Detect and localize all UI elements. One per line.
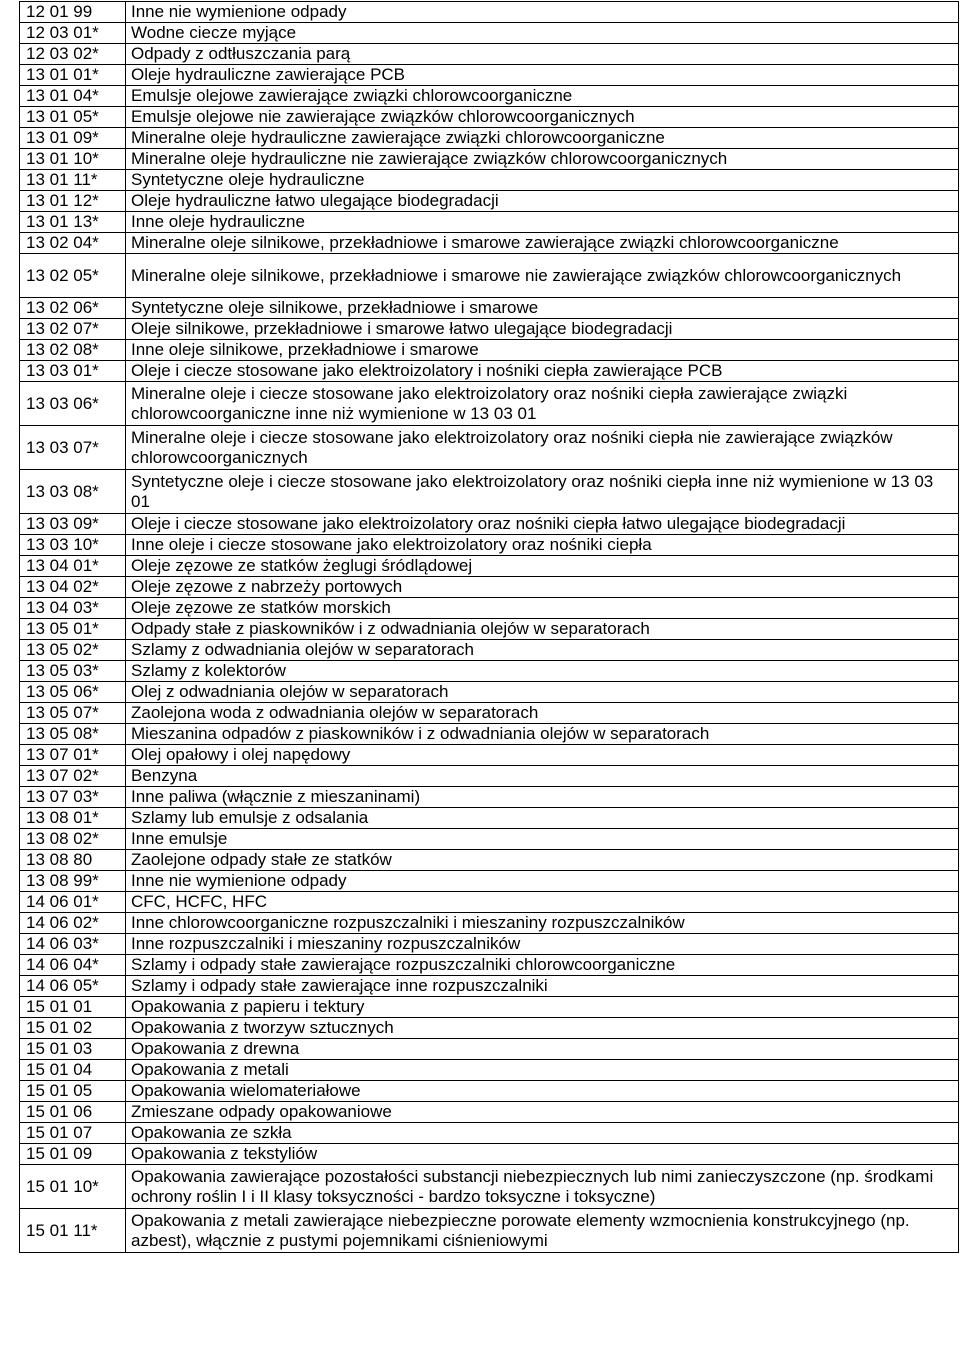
waste-code-cell: 13 08 80 [20, 850, 126, 871]
table-row [20, 997, 959, 1018]
waste-description-cell: Szlamy z kolektorów [126, 661, 959, 682]
waste-description-cell: Odpady stałe z piaskowników i z odwadniania olejów w separatorach [126, 619, 959, 640]
table-row [20, 619, 959, 640]
waste-code-cell: 13 05 07* [20, 703, 126, 724]
waste-code-cell: 13 01 13* [20, 212, 126, 233]
waste-description-cell: Oleje zęzowe ze statków żeglugi śródlądowej [126, 556, 959, 577]
waste-description-cell: Olej opałowy i olej napędowy [126, 745, 959, 766]
waste-code-cell: 13 08 99* [20, 871, 126, 892]
table-row [20, 808, 959, 829]
table-row [20, 65, 959, 86]
waste-description-cell: Opakowania z tworzyw sztucznych [126, 1018, 959, 1039]
table-row [20, 2, 959, 23]
table-row [20, 191, 959, 212]
waste-code-cell: 13 01 12* [20, 191, 126, 212]
waste-description-cell: Inne emulsje [126, 829, 959, 850]
waste-code-cell: 13 05 01* [20, 619, 126, 640]
waste-code-cell: 13 03 09* [20, 514, 126, 535]
waste-code-cell: 13 07 01* [20, 745, 126, 766]
table-row [20, 955, 959, 976]
waste-description-cell: Szlamy z odwadniania olejów w separatorach [126, 640, 959, 661]
table-row [20, 1165, 959, 1209]
waste-description-cell: Oleje i ciecze stosowane jako elektroizolatory oraz nośniki ciepła łatwo ulegające biodegradacji [126, 514, 959, 535]
waste-description-cell: Benzyna [126, 766, 959, 787]
table-row [20, 1102, 959, 1123]
table-row [20, 170, 959, 191]
waste-description-cell: Syntetyczne oleje hydrauliczne [126, 170, 959, 191]
waste-code-cell: 13 08 02* [20, 829, 126, 850]
table-row [20, 382, 959, 426]
table-row [20, 871, 959, 892]
waste-description-cell: Inne oleje silnikowe, przekładniowe i smarowe [126, 340, 959, 361]
table-row [20, 913, 959, 934]
waste-description-cell: Szlamy i odpady stałe zawierające rozpuszczalniki chlorowcoorganiczne [126, 955, 959, 976]
waste-code-cell: 13 05 03* [20, 661, 126, 682]
table-row [20, 1018, 959, 1039]
waste-description-cell: Opakowania zawierające pozostałości substancji niebezpiecznych lub nimi zanieczyszczone (np. środkami ochrony roślin I i II klasy toksyczności - bardzo toksyczne i toksyczne) [126, 1165, 959, 1209]
waste-code-cell: 13 08 01* [20, 808, 126, 829]
waste-code-cell: 12 03 01* [20, 23, 126, 44]
table-row [20, 787, 959, 808]
waste-description-cell: Mineralne oleje silnikowe, przekładniowe i smarowe nie zawierające związków chlorowcoorganicznych [126, 254, 959, 298]
table-row [20, 661, 959, 682]
waste-description-cell: Opakowania z drewna [126, 1039, 959, 1060]
waste-code-cell: 13 04 03* [20, 598, 126, 619]
waste-code-cell: 13 02 05* [20, 254, 126, 298]
waste-code-cell: 12 03 02* [20, 44, 126, 65]
table-row [20, 745, 959, 766]
waste-description-cell: Mineralne oleje i ciecze stosowane jako elektroizolatory oraz nośniki ciepła nie zawierające związków chlorowcoorganicznych [126, 426, 959, 470]
waste-description-cell: Inne rozpuszczalniki i mieszaniny rozpuszczalników [126, 934, 959, 955]
table-row [20, 340, 959, 361]
table-row [20, 724, 959, 745]
waste-code-cell: 15 01 07 [20, 1123, 126, 1144]
waste-description-cell: CFC, HCFC, HFC [126, 892, 959, 913]
waste-code-cell: 13 01 10* [20, 149, 126, 170]
table-row [20, 598, 959, 619]
waste-code-cell: 13 01 09* [20, 128, 126, 149]
waste-code-cell: 13 02 07* [20, 319, 126, 340]
waste-description-cell: Olej z odwadniania olejów w separatorach [126, 682, 959, 703]
waste-code-cell: 15 01 04 [20, 1060, 126, 1081]
waste-description-cell: Opakowania ze szkła [126, 1123, 959, 1144]
waste-description-cell: Mineralne oleje silnikowe, przekładniowe i smarowe zawierające związki chlorowcoorganiczne [126, 233, 959, 254]
waste-description-cell: Inne nie wymienione odpady [126, 871, 959, 892]
waste-description-cell: Inne paliwa (włącznie z mieszaninami) [126, 787, 959, 808]
waste-code-cell: 13 03 07* [20, 426, 126, 470]
waste-code-cell: 15 01 05 [20, 1081, 126, 1102]
waste-code-cell: 13 05 02* [20, 640, 126, 661]
table-row [20, 361, 959, 382]
table-row [20, 319, 959, 340]
table-row [20, 426, 959, 470]
waste-description-cell: Syntetyczne oleje i ciecze stosowane jako elektroizolatory oraz nośniki ciepła inne niż wymienione w 13 03 01 [126, 470, 959, 514]
waste-description-cell: Inne oleje i ciecze stosowane jako elektroizolatory oraz nośniki ciepła [126, 535, 959, 556]
waste-description-cell: Oleje silnikowe, przekładniowe i smarowe łatwo ulegające biodegradacji [126, 319, 959, 340]
table-row [20, 850, 959, 871]
waste-code-cell: 13 04 01* [20, 556, 126, 577]
waste-description-cell: Opakowania z papieru i tektury [126, 997, 959, 1018]
waste-description-cell: Odpady z odtłuszczania parą [126, 44, 959, 65]
waste-code-cell: 13 02 04* [20, 233, 126, 254]
waste-description-cell: Zaolejone odpady stałe ze statków [126, 850, 959, 871]
table-row [20, 703, 959, 724]
waste-code-cell: 15 01 02 [20, 1018, 126, 1039]
table-row [20, 23, 959, 44]
waste-code-cell: 14 06 03* [20, 934, 126, 955]
table-row [20, 640, 959, 661]
table-row [20, 254, 959, 298]
waste-description-cell: Oleje zęzowe ze statków morskich [126, 598, 959, 619]
waste-code-cell: 15 01 01 [20, 997, 126, 1018]
waste-code-cell: 13 01 05* [20, 107, 126, 128]
table-row [20, 1144, 959, 1165]
waste-description-cell: Mineralne oleje i ciecze stosowane jako elektroizolatory oraz nośniki ciepła zawierające związki chlorowcoorganiczne inne niż wymienione w 13 03 01 [126, 382, 959, 426]
waste-code-cell: 14 06 04* [20, 955, 126, 976]
waste-code-cell: 13 03 08* [20, 470, 126, 514]
table-row [20, 976, 959, 997]
table-row [20, 1209, 959, 1253]
table-row [20, 128, 959, 149]
waste-description-cell: Oleje zęzowe z nabrzeży portowych [126, 577, 959, 598]
table-row [20, 1039, 959, 1060]
waste-code-cell: 13 03 10* [20, 535, 126, 556]
waste-description-cell: Szlamy lub emulsje z odsalania [126, 808, 959, 829]
waste-description-cell: Mineralne oleje hydrauliczne nie zawierające związków chlorowcoorganicznych [126, 149, 959, 170]
waste-description-cell: Zmieszane odpady opakowaniowe [126, 1102, 959, 1123]
table-row [20, 149, 959, 170]
waste-code-rows [20, 2, 959, 1253]
waste-code-cell: 14 06 01* [20, 892, 126, 913]
waste-code-cell: 13 04 02* [20, 577, 126, 598]
table-row [20, 934, 959, 955]
table-row [20, 212, 959, 233]
waste-description-cell: Mieszanina odpadów z piaskowników i z odwadniania olejów w separatorach [126, 724, 959, 745]
table-row [20, 298, 959, 319]
waste-code-cell: 13 05 08* [20, 724, 126, 745]
table-row [20, 829, 959, 850]
waste-code-cell: 13 03 06* [20, 382, 126, 426]
table-row [20, 577, 959, 598]
waste-code-cell: 13 01 04* [20, 86, 126, 107]
waste-description-cell: Oleje hydrauliczne zawierające PCB [126, 65, 959, 86]
waste-code-cell: 13 05 06* [20, 682, 126, 703]
document-page [19, 1, 959, 1253]
table-row [20, 514, 959, 535]
waste-description-cell: Opakowania z metali zawierające niebezpieczne porowate elementy wzmocnienia konstrukcyjnego (np. azbest), włącznie z pustymi pojemnikami ciśnieniowymi [126, 1209, 959, 1253]
waste-description-cell: Opakowania z metali [126, 1060, 959, 1081]
waste-description-cell: Opakowania z tekstyliów [126, 1144, 959, 1165]
waste-code-cell: 13 07 03* [20, 787, 126, 808]
waste-code-cell: 14 06 05* [20, 976, 126, 997]
table-row [20, 556, 959, 577]
waste-code-cell: 14 06 02* [20, 913, 126, 934]
table-row [20, 470, 959, 514]
waste-description-cell: Mineralne oleje hydrauliczne zawierające związki chlorowcoorganiczne [126, 128, 959, 149]
waste-code-cell: 15 01 06 [20, 1102, 126, 1123]
waste-description-cell: Wodne ciecze myjące [126, 23, 959, 44]
table-row [20, 233, 959, 254]
waste-description-cell: Emulsje olejowe zawierające związki chlorowcoorganiczne [126, 86, 959, 107]
table-row [20, 535, 959, 556]
waste-code-cell: 13 07 02* [20, 766, 126, 787]
waste-code-cell: 13 02 08* [20, 340, 126, 361]
table-row [20, 107, 959, 128]
waste-code-cell: 15 01 10* [20, 1165, 126, 1209]
waste-code-cell: 12 01 99 [20, 2, 126, 23]
table-row [20, 892, 959, 913]
waste-description-cell: Zaolejona woda z odwadniania olejów w separatorach [126, 703, 959, 724]
waste-description-cell: Szlamy i odpady stałe zawierające inne rozpuszczalniki [126, 976, 959, 997]
table-row [20, 1081, 959, 1102]
waste-code-cell: 15 01 03 [20, 1039, 126, 1060]
waste-description-cell: Syntetyczne oleje silnikowe, przekładniowe i smarowe [126, 298, 959, 319]
waste-description-cell: Oleje i ciecze stosowane jako elektroizolatory i nośniki ciepła zawierające PCB [126, 361, 959, 382]
table-row [20, 682, 959, 703]
waste-description-cell: Inne chlorowcoorganiczne rozpuszczalniki i mieszaniny rozpuszczalników [126, 913, 959, 934]
table-row [20, 1123, 959, 1144]
waste-code-cell: 15 01 09 [20, 1144, 126, 1165]
table-row [20, 44, 959, 65]
waste-description-cell: Opakowania wielomateriałowe [126, 1081, 959, 1102]
table-row [20, 86, 959, 107]
table-row [20, 1060, 959, 1081]
waste-description-cell: Inne nie wymienione odpady [126, 2, 959, 23]
waste-description-cell: Inne oleje hydrauliczne [126, 212, 959, 233]
table-row [20, 766, 959, 787]
waste-code-cell: 15 01 11* [20, 1209, 126, 1253]
waste-code-cell: 13 02 06* [20, 298, 126, 319]
waste-code-cell: 13 03 01* [20, 361, 126, 382]
waste-description-cell: Emulsje olejowe nie zawierające związków chlorowcoorganicznych [126, 107, 959, 128]
waste-code-table [19, 1, 959, 1253]
waste-code-cell: 13 01 11* [20, 170, 126, 191]
waste-code-cell: 13 01 01* [20, 65, 126, 86]
waste-description-cell: Oleje hydrauliczne łatwo ulegające biodegradacji [126, 191, 959, 212]
